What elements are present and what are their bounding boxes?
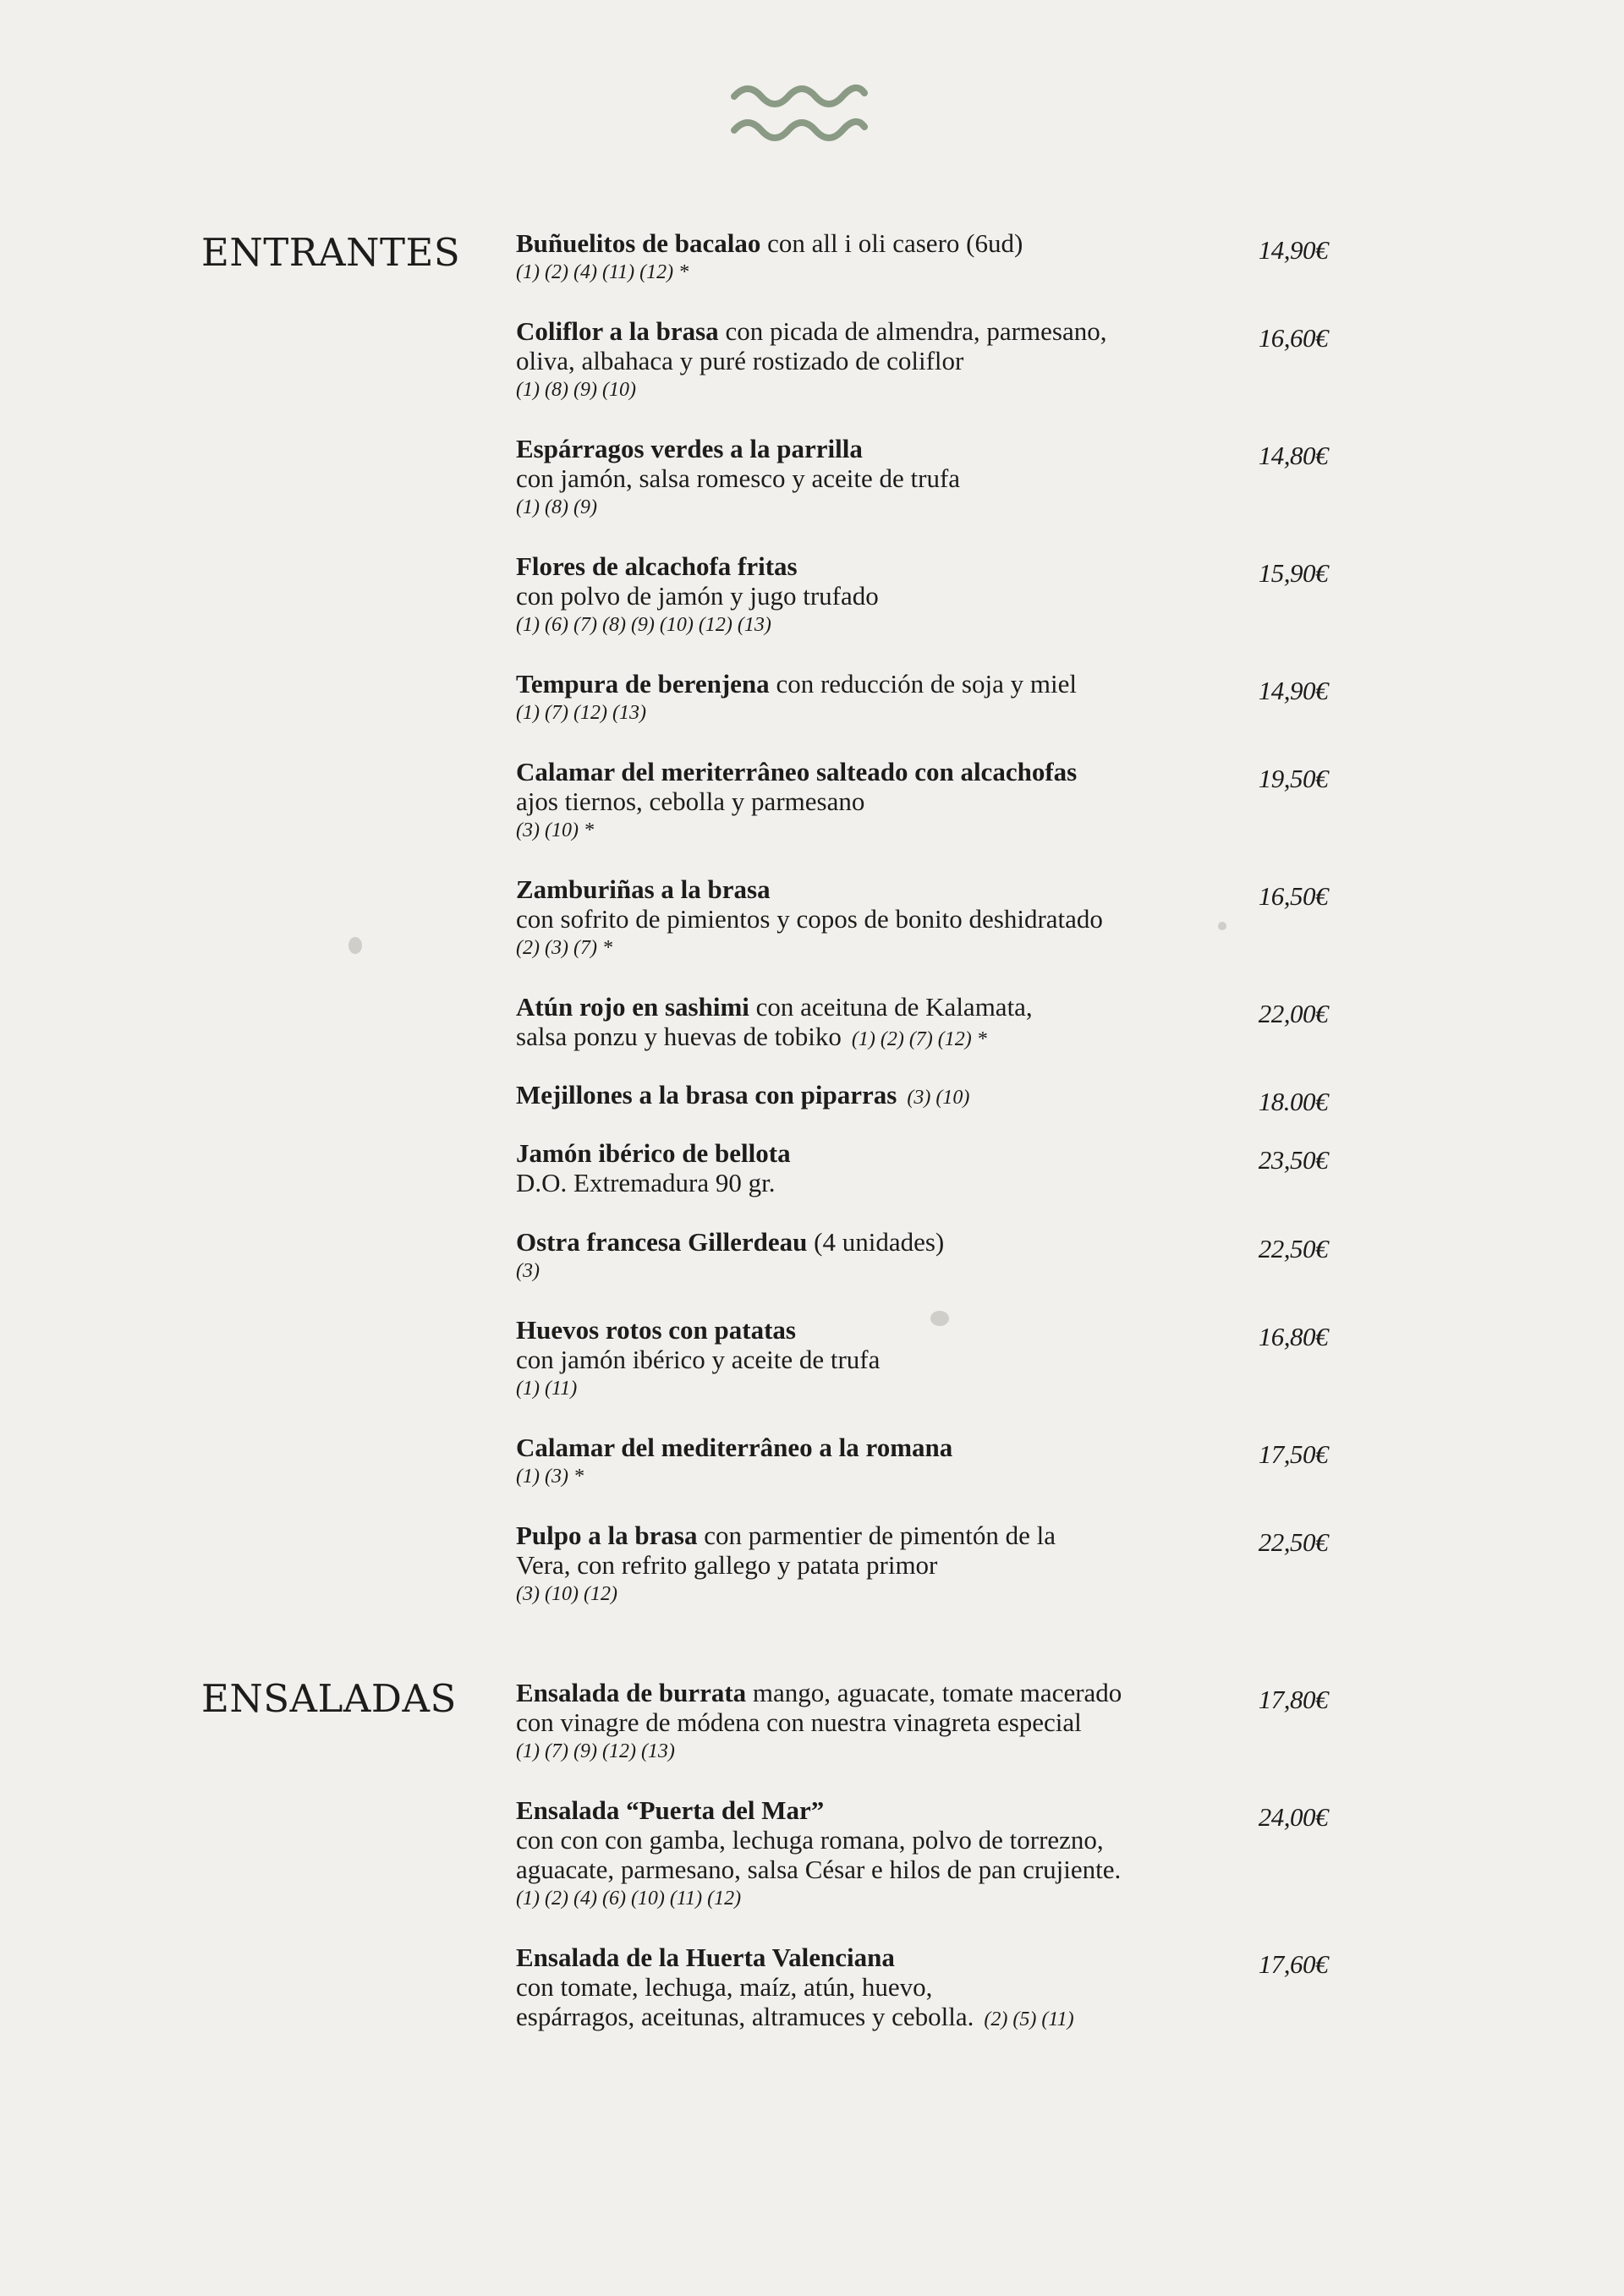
item-description: Vera, con refrito gallego y patata primor	[516, 1550, 938, 1580]
item-line	[516, 1227, 1328, 1257]
item-line	[516, 1521, 1328, 1550]
item-line	[516, 874, 1328, 904]
item-name: Ostra francesa Gillerdeau	[516, 1227, 808, 1257]
section-title-entrantes: ENTRANTES	[201, 230, 461, 275]
menu-item	[516, 1795, 1328, 1914]
item-line	[516, 551, 1328, 581]
item-line	[516, 1972, 1328, 2002]
paper-speck	[348, 937, 362, 954]
item-price: 17,50€	[1258, 1439, 1328, 1469]
menu-item	[516, 551, 1328, 640]
menu-item	[516, 1943, 1328, 2035]
item-price: 14,90€	[1258, 235, 1328, 265]
item-description: oliva, albahaca y puré rostizado de coliflor	[516, 346, 964, 375]
menu-item	[516, 874, 1328, 963]
item-description: espárragos, aceitunas, altramuces y cebolla.	[516, 2002, 974, 2031]
item-price: 14,80€	[1258, 441, 1328, 470]
item-price: 17,80€	[1258, 1685, 1328, 1714]
item-line	[516, 346, 1328, 375]
menu-item	[516, 992, 1328, 1055]
item-line	[516, 1345, 1328, 1374]
item-price: 16,60€	[1258, 323, 1328, 353]
item-price: 16,50€	[1258, 881, 1328, 911]
item-price: 14,90€	[1258, 676, 1328, 705]
item-line	[516, 1855, 1328, 1884]
item-price: 19,50€	[1258, 764, 1328, 793]
item-allergens: (1) (8) (9) (10)	[516, 379, 636, 401]
item-allergens: (3)	[516, 1260, 540, 1282]
item-line	[516, 316, 1328, 346]
item-description: D.O. Extremadura 90 gr.	[516, 1168, 776, 1197]
item-line	[516, 581, 1328, 611]
item-description: con aceituna de Kalamata,	[749, 992, 1033, 1022]
item-line	[516, 1550, 1328, 1580]
item-description: aguacate, parmesano, salsa César e hilos de pan crujiente.	[516, 1855, 1122, 1884]
menu-item	[516, 1138, 1328, 1197]
item-name: Zamburiñas a la brasa	[516, 874, 771, 904]
item-allergens: (1) (11)	[516, 1378, 578, 1400]
item-allergens: (1) (7) (9) (12) (13)	[516, 1740, 675, 1762]
item-line	[516, 1433, 1328, 1462]
item-line	[516, 1022, 1328, 1055]
item-line	[516, 757, 1328, 786]
item-description: (4 unidades)	[807, 1227, 945, 1257]
item-description: con sofrito de pimientos y copos de bonito deshidratado	[516, 904, 1103, 934]
item-price: 15,90€	[1258, 558, 1328, 588]
menu-item	[516, 1433, 1328, 1492]
item-line	[516, 463, 1328, 493]
item-line	[516, 1678, 1328, 1707]
item-name: Ensalada de la Huerta Valenciana	[516, 1943, 895, 1972]
menu-item	[516, 1227, 1328, 1286]
item-allergens: (2) (5) (11)	[984, 2008, 1074, 2030]
item-price: 22,50€	[1258, 1527, 1328, 1557]
item-name: Jamón ibérico de bellota	[516, 1138, 791, 1168]
item-price: 17,60€	[1258, 1949, 1328, 1979]
item-name: Ensalada de burrata	[516, 1678, 747, 1707]
item-line	[516, 669, 1328, 699]
item-name: Flores de alcachofa fritas	[516, 551, 798, 581]
item-allergens: (1) (7) (12) (13)	[516, 702, 646, 724]
item-line	[516, 786, 1328, 816]
item-line	[516, 1795, 1328, 1825]
item-name: Mejillones a la brasa con piparras	[516, 1080, 897, 1110]
menu-item	[516, 228, 1328, 288]
item-price: 23,50€	[1258, 1145, 1328, 1175]
item-allergens: (1) (2) (7) (12) *	[851, 1028, 987, 1050]
item-description: con jamón ibérico y aceite de trufa	[516, 1345, 881, 1374]
item-name: Buñuelitos de bacalao	[516, 228, 761, 258]
item-allergens: (3) (10)	[907, 1087, 970, 1109]
double-wave-icon	[729, 78, 870, 147]
item-line	[516, 1943, 1328, 1972]
item-name: Espárragos verdes a la parrilla	[516, 434, 863, 463]
item-allergens: (1) (2) (4) (6) (10) (11) (12)	[516, 1888, 742, 1910]
menu-item	[516, 316, 1328, 405]
item-allergens: (3) (10) (12)	[516, 1583, 617, 1605]
item-name: Pulpo a la brasa	[516, 1521, 698, 1550]
item-description: con reducción de soja y miel	[769, 669, 1077, 699]
item-allergens: (1) (6) (7) (8) (9) (10) (12) (13)	[516, 614, 771, 636]
item-line	[516, 1825, 1328, 1855]
item-name: Calamar del meriterrâneo salteado con alcachofas	[516, 757, 1078, 786]
item-price: 18.00€	[1258, 1087, 1328, 1116]
item-description: salsa ponzu y huevas de tobiko	[516, 1022, 842, 1051]
item-description: con polvo de jamón y jugo trufado	[516, 581, 879, 611]
item-description: con picada de almendra, parmesano,	[718, 316, 1107, 346]
item-line	[516, 1138, 1328, 1168]
item-name: Tempura de berenjena	[516, 669, 770, 699]
item-line	[516, 228, 1328, 258]
item-line	[516, 992, 1328, 1022]
item-line	[516, 434, 1328, 463]
item-description: con parmentier de pimentón de la	[697, 1521, 1056, 1550]
item-name: Atún rojo en sashimi	[516, 992, 749, 1022]
item-line	[516, 1707, 1328, 1737]
item-line	[516, 2002, 1328, 2035]
paper-speck	[1218, 922, 1226, 930]
item-line	[516, 1315, 1328, 1345]
item-allergens: (2) (3) (7) *	[516, 937, 612, 959]
item-name: Ensalada “Puerta del Mar”	[516, 1795, 825, 1825]
menu-item	[516, 1080, 1328, 1116]
menu-item	[516, 757, 1328, 846]
item-line	[516, 1168, 1328, 1197]
item-price: 22,00€	[1258, 999, 1328, 1028]
item-description: ajos tiernos, cebolla y parmesano	[516, 786, 865, 816]
menu-item	[516, 669, 1328, 728]
item-allergens: (1) (2) (4) (11) (12) *	[516, 261, 689, 283]
paper-speck	[930, 1311, 949, 1326]
item-line	[516, 1080, 1328, 1113]
item-allergens: (1) (3) *	[516, 1466, 584, 1488]
menu-item	[516, 1315, 1328, 1404]
item-description: con con con gamba, lechuga romana, polvo de torrezno,	[516, 1825, 1104, 1855]
menu-item	[516, 1521, 1328, 1609]
item-name: Huevos rotos con patatas	[516, 1315, 796, 1345]
item-line	[516, 904, 1328, 934]
item-description: con vinagre de módena con nuestra vinagreta especial	[516, 1707, 1082, 1737]
item-name: Calamar del mediterrâneo a la romana	[516, 1433, 953, 1462]
section-title-ensaladas: ENSALADAS	[201, 1676, 457, 1721]
item-description: con all i oli casero (6ud)	[760, 228, 1023, 258]
item-allergens: (1) (8) (9)	[516, 496, 597, 518]
item-description: con jamón, salsa romesco y aceite de trufa	[516, 463, 961, 493]
menu-item	[516, 434, 1328, 523]
item-name: Coliflor a la brasa	[516, 316, 719, 346]
item-price: 22,50€	[1258, 1234, 1328, 1263]
item-description: con tomate, lechuga, maíz, atún, huevo,	[516, 1972, 933, 2002]
item-description: mango, aguacate, tomate macerado	[746, 1678, 1122, 1707]
item-allergens: (3) (10) *	[516, 819, 594, 841]
menu-item	[516, 1678, 1328, 1767]
item-price: 24,00€	[1258, 1802, 1328, 1832]
item-price: 16,80€	[1258, 1322, 1328, 1351]
